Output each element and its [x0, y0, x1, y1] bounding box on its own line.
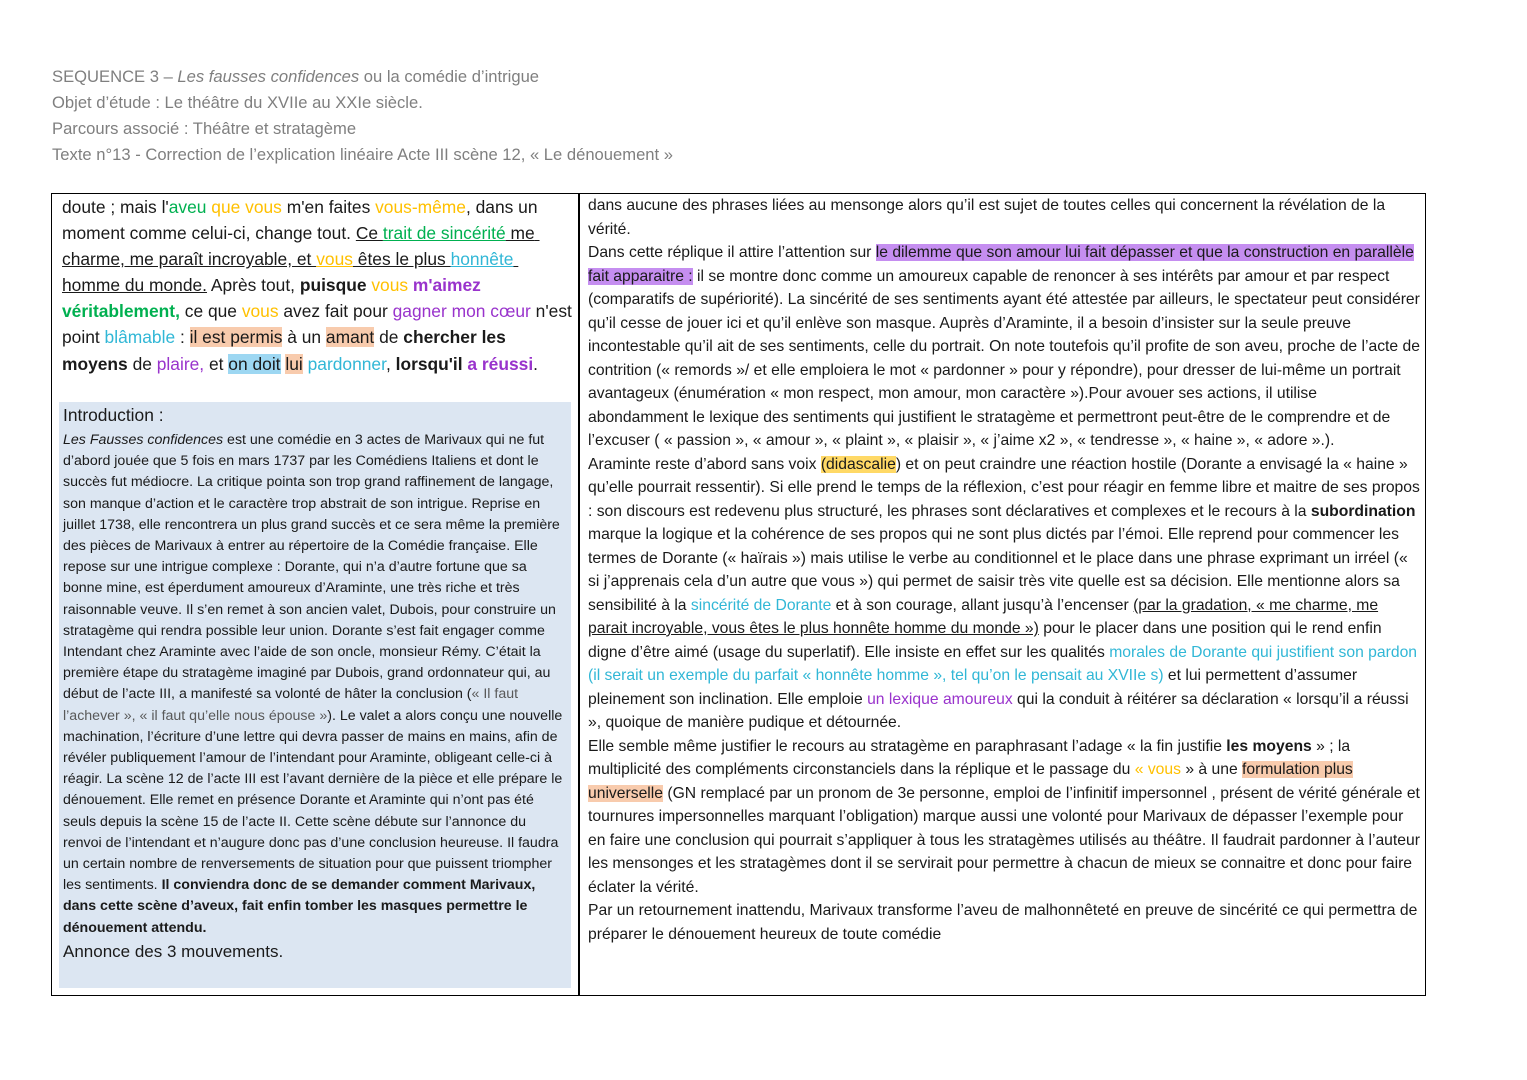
movements-announcement: Annonce des 3 mouvements. — [63, 941, 284, 961]
analysis-paragraph: dans aucune des phrases liées au mensonge alors qu’il est sujet de toutes celles qui concernent la révélation de la vérité. — [588, 197, 1386, 238]
analysis-paragraph: Elle semble même justifier le recours au stratagème en paraphrasant l’adage « la fin justifie les moyens » ; la multiplicité des compléments circonstanciels dans la réplique et le passage du « vous » à une formulation plus universelle (GN remplacé par un pronom de 3e personne, emploi de l’infinitif impersonnel , présent de vérité générale et tournures impersonnelles marquant l’obligation) marque aussi une volonté pour Marivaux de dépasser l’exemple pour en faire une conclusion qui pourrait s’appliquer à tous les stratagèmes utilisés au théâtre. Il faudrait pardonner à l’auteur les mensonges et les stratagèmes dont il se servirait pour permettre à chacun de mieux se connaitre et donc pour faire éclater la vérité. — [588, 737, 1420, 896]
text-title: Texte n°13 - Correction de l’explication linéaire Acte III scène 12, « Le dénouement » — [52, 145, 673, 164]
associated-path: Parcours associé : Théâtre et stratagème — [52, 119, 357, 138]
analysis-paragraph: Dans cette réplique il attire l’attention sur le dilemme que son amour lui fait dépasser et que la construction en parallèle fait apparaitre : il se montre donc comme un amoureux capable de renoncer à ses intérêts par amour et par respect (comparatifs de supériorité). La sincérité de ses sentiments ayant été attestée par ailleurs, le spectateur peut considérer qu’il cesse de jouer ici et qu’il enlève son masque. Auprès d’Araminte, il a besoin d’insister sur la seule preuve incontestable qu’il ait de ses sentiments, celle du portrait. On note toutefois qu’il profite de son aveu, proche de l’acte de contrition (« remords »/ et elle emploiera le mot « pardonner » pour y répondre), pour dresser de lui-même un portrait avantageux (énumération « mon respect, mon amour, mon caractère »).Pour avouer ses actions, il utilise abondamment le lexique des sentiments qui justifient le stratagème et permettront peut-être de le comprendre et de l’excuser ( « passion », « amour », « plaint », « plaisir », « j’aime x2 », « tendresse », « haine », « adore ».). — [588, 244, 1420, 449]
analysis-column — [588, 194, 1420, 946]
analysis-paragraph: Araminte reste d’abord sans voix (didascalie) et on peut craindre une réaction hostile (Dorante a envisagé la « haine » qu’elle pourrait ressentir). Si elle prend le temps de la réflexion, c’est pour réagir en femme libre et maitre de ses propos : son discours est redevenu plus structuré, les phrases sont déclaratives et complexes et le recours à la subordination marque la logique et la cohérence de ses propos qui ne sont plus dictés par l’émoi. Elle reprend pour commencer les termes de Dorante (« haïrais ») mais utilise le verbe au conditionnel et le place dans une phrase exprimant un irréel (« si j’apprenais cela d’un autre que vous ») qui permet de saisir très vite quelle est sa décision. Elle mentionne alors sa sensibilité à la sincérité de Dorante et à son courage, allant jusqu’à l’encenser (par la gradation, « me charme, me parait incroyable, vous êtes le plus honnête homme du monde ») pour le placer dans une position qui le rend enfin digne d’être aimé (usage du superlatif). Elle insiste en effet sur les qualités morales de Dorante qui justifient son pardon (il serait un exemple du parfait « honnête homme », tel qu’on le pensait au XVIIe s) et lui permettent d’assumer pleinement son inclination. Elle emploie un lexique amoureux qui la conduit à réitérer sa déclaration « lorsqu’il a réussi », quoique de manière pudique et détournée. — [588, 455, 1420, 731]
introduction-heading: Introduction : — [63, 405, 164, 425]
sequence-title: SEQUENCE 3 – Les fausses confidences ou la comédie d’intrigue — [52, 67, 540, 86]
analysis-conclusion: Par un retournement inattendu, Marivaux transforme l’aveu de malhonnêteté en preuve de sincérité ce qui permettra de préparer le dénouement heureux de toute comédie — [588, 902, 1418, 943]
column-divider — [578, 194, 580, 995]
study-object: Objet d’étude : Le théâtre du XVIIe au XXIe siècle. — [52, 93, 423, 112]
document-header — [52, 64, 673, 168]
content-table — [51, 193, 1426, 996]
introduction-box — [59, 402, 571, 988]
introduction-text: Les Fausses confidences est une comédie en 3 actes de Marivaux qui ne fut d’abord jouée que 5 fois en mars 1737 par les Comédiens Italiens et dont le succès fut médiocre. La critique pointa son trop grand raffinement de langage, son manque d’action et le caractère trop abstrait de son intrigue. Reprise en juillet 1738, elle rencontrera un plus grand succès et ce sera même la première des pièces de Marivaux à entrer au répertoire de la Comédie française. Elle repose sur une intrigue complexe : Dorante, qui n’a d’autre fortune que sa bonne mine, est éperdument amoureux d’Araminte, une très riche et très raisonnable veuve. Il s’en remet à son ancien valet, Dubois, pour construire un stratagème qui rendra possible leur union. Dorante s’est fait engager comme Intendant chez Araminte avec l’aide de son oncle, monsieur Rémy. C’était la première étape du stratagème imaginé par Dubois, grand ordonnateur qui, au début de l’acte III, a manifesté sa volonté de hâter la conclusion (« Il faut l’achever », « il faut qu’elle nous épouse »). Le valet a alors conçu une nouvelle machination, l’écriture d’une lettre qui devra passer de mains en mains, afin de révéler publiquement l’amour de l’intendant pour Araminte, obligeant celle-ci à réagir. La scène 12 de l’acte III est l’avant dernière de la pièce et elle prépare le dénouement. Elle remet en présence Dorante et Araminte qui n’ont pas été seuls depuis la scène 15 de l’acte II. Cette scène débute sur l’annonce du renvoi de l’intendant et n’augure donc pas d’une conclusion heureuse. Il faudra un certain nombre de renversements de situation pour que puissent triompher les sentiments. Il conviendra donc de se demander comment Marivaux, dans cette scène d’aveux, fait enfin tomber les masques permettre le dénouement attendu. — [63, 432, 563, 936]
left-column — [62, 194, 577, 377]
extract-quote: doute ; mais l'aveu que vous m'en faites vous-même, dans un moment comme celui-ci, change tout. Ce trait de sincérité me charme, me paraît incroyable, et vous êtes le plus honnête homme du monde. Après tout, puisque vous m'aimez véritablement, ce que vous avez fait pour gagner mon cœur n'est point blâmable : il est permis à un amant de chercher les moyens de plaire, et on doit lui pardonner, lorsqu'il a réussi. — [62, 197, 577, 374]
